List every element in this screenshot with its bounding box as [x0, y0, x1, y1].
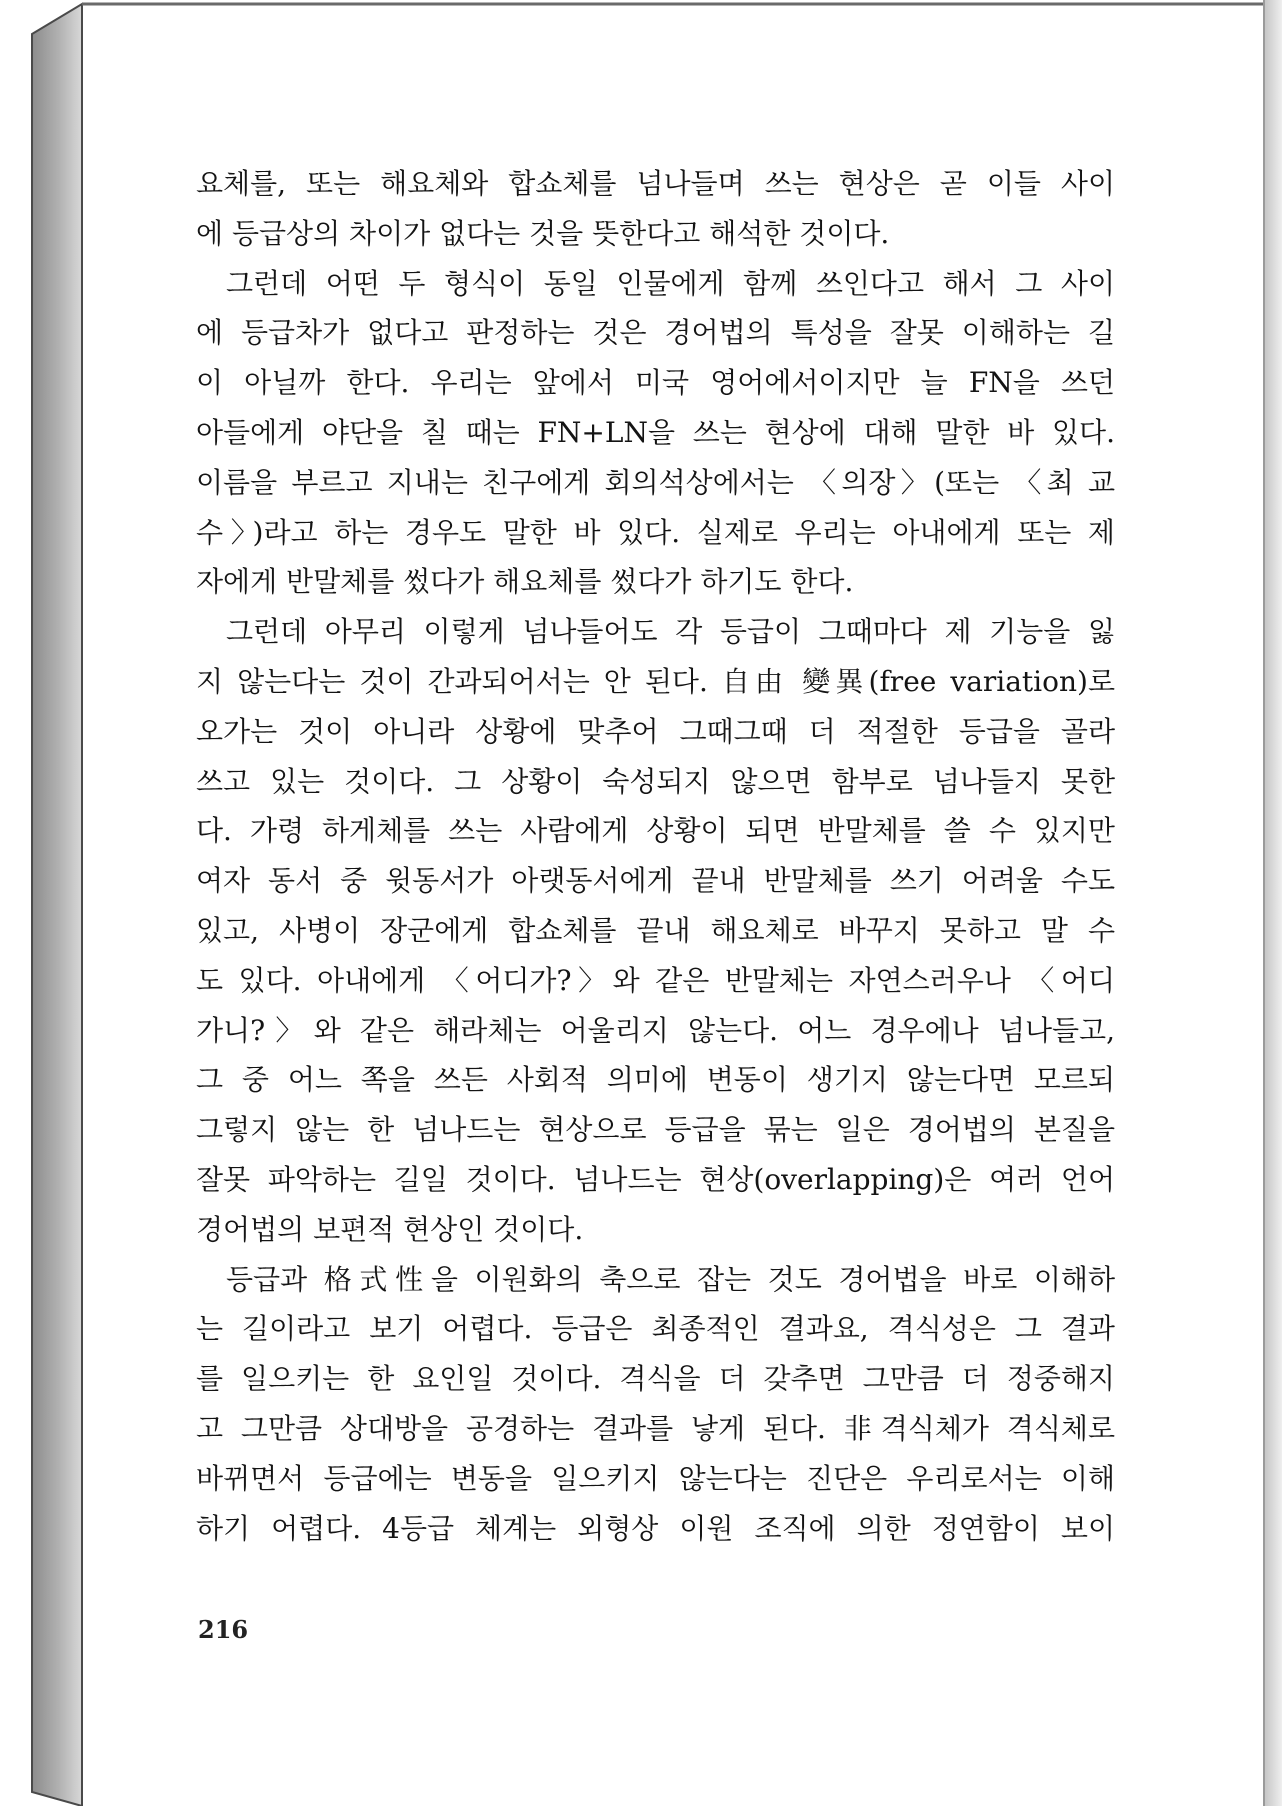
text-line: 수〉)라고 하는 경우도 말한 바 있다. 실제로 우리는 아내에게 또는 제	[196, 515, 1115, 549]
text-line: 를 일으키는 한 요인일 것이다. 격식을 더 갖추면 그만큼 더 정중해지	[196, 1362, 1115, 1396]
text-line: 바뀌면서 등급에는 변동을 일으키지 않는다는 진단은 우리로서는 이해	[196, 1461, 1115, 1495]
text-line: 이름을 부르고 지내는 친구에게 회의석상에서는 〈의장〉(또는 〈최 교	[196, 465, 1115, 499]
text-line: 가니?〉와 같은 해라체는 어울리지 않는다. 어느 경우에나 넘나들고,	[196, 1013, 1115, 1047]
text-line: 아들에게 야단을 칠 때는 FN+LN을 쓰는 현상에 대해 말한 바 있다.	[196, 415, 1115, 449]
paragraph	[196, 1255, 1115, 1554]
text-line: 있고, 사병이 장군에게 합쇼체를 끝내 해요체로 바꾸지 못하고 말 수	[196, 913, 1115, 947]
text-line: 그런데 어떤 두 형식이 동일 인물에게 함께 쓰인다고 해서 그 사이	[226, 266, 1115, 300]
text-line: 에 등급차가 없다고 판정하는 것은 경어법의 특성을 잘못 이해하는 길	[196, 316, 1115, 350]
text-line: 지 않는다는 것이 간과되어서는 안 된다. 自由 變異(free variation)로	[196, 664, 1115, 698]
text-line: 고 그만큼 상대방을 공경하는 결과를 낳게 된다. 非격식체가 격식체로	[196, 1411, 1115, 1445]
text-line: 그런데 아무리 이렇게 넘나들어도 각 등급이 그때마다 제 기능을 잃	[226, 615, 1115, 649]
text-line: 도 있다. 아내에게 〈어디가?〉와 같은 반말체는 자연스러우나 〈어디	[196, 963, 1115, 997]
text-line: 쓰고 있는 것이다. 그 상황이 숙성되지 않으면 함부로 넘나들지 못한	[196, 764, 1115, 798]
text-line: 다. 가령 하게체를 쓰는 사람에게 상황이 되면 반말체를 쓸 수 있지만	[196, 814, 1115, 848]
paragraph	[196, 259, 1115, 608]
paragraph	[196, 607, 1115, 1254]
paragraph	[196, 159, 1115, 259]
page-right-shadow	[1264, 0, 1282, 1806]
book-spine	[32, 4, 82, 1806]
page-body	[196, 159, 1115, 1553]
text-line: 등급과 格式性을 이원화의 축으로 잡는 것도 경어법을 바로 이해하	[226, 1262, 1115, 1296]
text-line: 에 등급상의 차이가 없다는 것을 뜻한다고 해석한 것이다.	[196, 216, 890, 250]
text-line: 하기 어렵다. 4등급 체계는 외형상 이원 조직에 의한 정연함이 보이	[196, 1511, 1115, 1545]
text-line: 는 길이라고 보기 어렵다. 등급은 최종적인 결과요, 격식성은 그 결과	[196, 1312, 1115, 1346]
text-line: 잘못 파악하는 길일 것이다. 넘나드는 현상(overlapping)은 여러 언어	[196, 1162, 1115, 1196]
text-line: 오가는 것이 아니라 상황에 맞추어 그때그때 더 적절한 등급을 골라	[196, 714, 1115, 748]
text-line: 요체를, 또는 해요체와 합쇼체를 넘나들며 쓰는 현상은 곧 이들 사이	[196, 167, 1115, 200]
text-line: 그렇지 않는 한 넘나드는 현상으로 등급을 묶는 일은 경어법의 본질을	[196, 1113, 1115, 1147]
text-line: 이 아닐까 한다. 우리는 앞에서 미국 영어에서이지만 늘 FN을 쓰던	[196, 366, 1115, 400]
text-line: 그 중 어느 쪽을 쓰든 사회적 의미에 변동이 생기지 않는다면 모르되	[196, 1063, 1115, 1097]
text-line: 자에게 반말체를 썼다가 해요체를 썼다가 하기도 한다.	[196, 565, 854, 599]
text-line: 경어법의 보편적 현상인 것이다.	[196, 1212, 584, 1246]
text-line: 여자 동서 중 윗동서가 아랫동서에게 끝내 반말체를 쓰기 어려울 수도	[196, 864, 1115, 898]
page-number: 216	[198, 1615, 249, 1644]
